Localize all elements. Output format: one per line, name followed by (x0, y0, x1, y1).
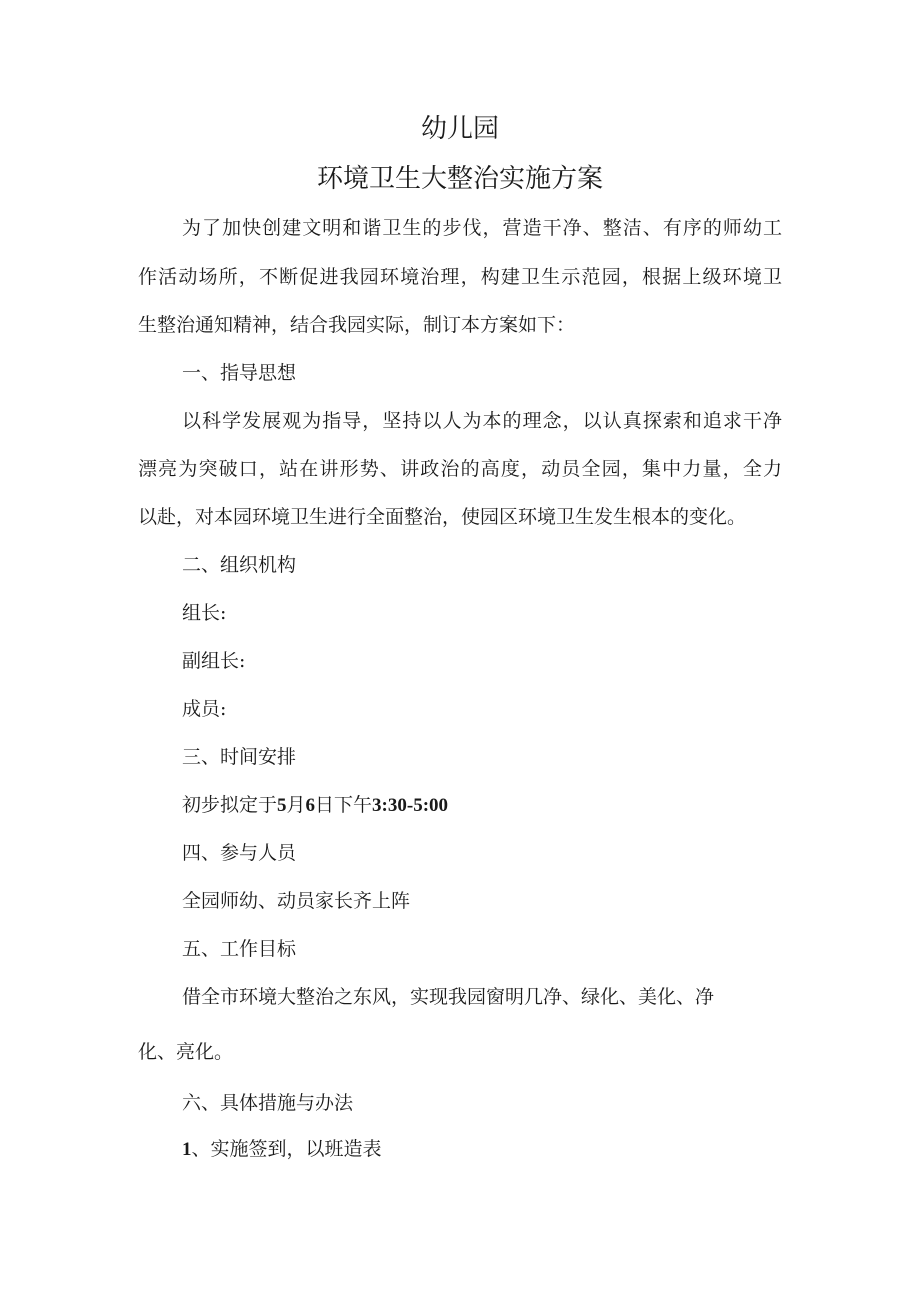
schedule-day: 6 (305, 795, 316, 816)
document-title-line1: 幼儿园 (420, 114, 499, 144)
intro-line-3: 生整治通知精神，结合我园实际，制订本方案如下： (138, 314, 576, 336)
section5-heading: 五、工作目标 (182, 938, 297, 960)
schedule-time: 3:30-5:00 (372, 795, 449, 816)
section4-body: 全园师幼、动员家长齐上阵 (182, 890, 411, 912)
schedule-month-unit: 月 (286, 794, 306, 816)
schedule-line (182, 796, 448, 815)
section4-heading: 四、参与人员 (182, 842, 297, 864)
schedule-day-unit: 日下午 (315, 794, 373, 816)
deputy-leader-label: 副组长: (182, 650, 246, 672)
member-label: 成员: (182, 698, 227, 720)
measure-1-number: 1 (182, 1139, 192, 1160)
intro-line-2: 作活动场所，不断促进我园环境治理，构建卫生示范园，根据上级环境卫 (138, 266, 782, 288)
section6-heading: 六、具体措施与办法 (182, 1092, 354, 1114)
intro-line-1: 为了加快创建文明和谐卫生的步伐，营造干净、整洁、有序的师幼工 (182, 217, 782, 239)
section1-line-1: 以科学发展观为指导，坚持以人为本的理念，以认真探索和追求干净 (182, 410, 782, 432)
section5-line-2: 化、亮化。 (138, 1041, 234, 1063)
schedule-prefix: 初步拟定于 (182, 794, 278, 816)
leader-label: 组长: (182, 602, 227, 624)
section5-line-1: 借全市环境大整治之东风，实现我园窗明几净、绿化、美化、净 (182, 986, 715, 1008)
measure-1-text: 、实施签到，以班造表 (191, 1138, 382, 1160)
document-title-line2: 环境卫生大整治实施方案 (316, 164, 603, 194)
section2-heading: 二、组织机构 (182, 554, 297, 576)
section1-line-3: 以赴，对本园环境卫生进行全面整治，使园区环境卫生发生根本的变化。 (138, 506, 747, 528)
section3-heading: 三、时间安排 (182, 746, 297, 768)
measure-1 (182, 1140, 382, 1159)
section1-heading: 一、指导思想 (182, 362, 297, 384)
schedule-month: 5 (277, 795, 287, 816)
section1-line-2: 漂亮为突破口，站在讲形势、讲政治的高度，动员全园，集中力量，全力 (138, 458, 782, 480)
